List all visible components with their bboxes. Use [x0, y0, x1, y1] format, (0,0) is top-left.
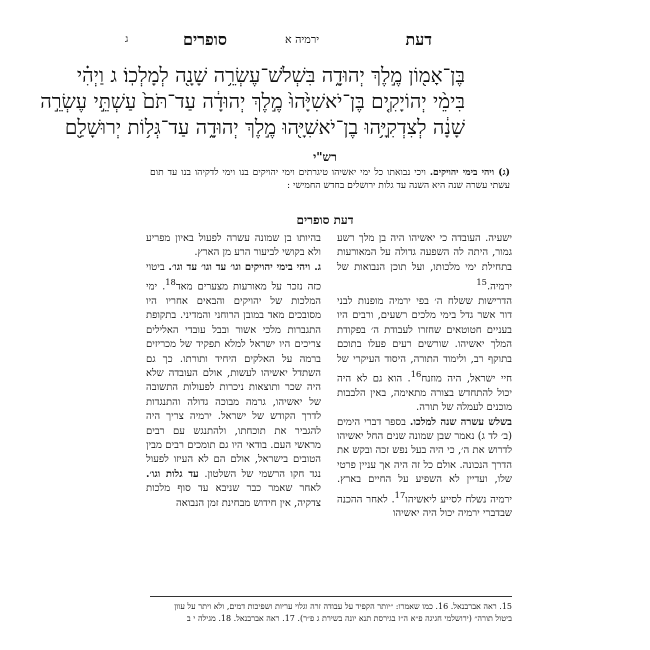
rashi-lead: (ג) ויהי בימי יהויקים.: [429, 167, 510, 178]
verse-line: בֶּן־אָמ֖וֹן מֶ֣לֶךְ יְהוּדָ֑ה בִּשְׁלֹשׁ־עֶשְׂרֵ֥ה שָׁנָ֖ה לְמָלְכֽוֹ׃ ג וַיְהִ֗י: [76, 63, 465, 87]
footnotes: [150, 601, 512, 624]
paragraph: ג. ויהי בימי יהויקים וגו׳ עד וגו׳ עד וגו׳. ביטוי כזה נזכר על מאורעות מצערים מאד$^{18}$. ימי המלכות של יהויקים והבאים אחריו היו מסובכים מאד במובן הרוחני והמדיני. בתקופת התגברות מלכי אשור ובבל עובדי האלילים צריכים היו ישראל למלא תפקיד של מכריזים ברמה על האלקים היחיד ותורתו. כך גם השתדל יאשיהו לעשות, אולם העובדה שלא היה שכר ותוצאות ניכרות לפעולות התשובה של יאשיהו, גרמה מבוכה גדולה והתנגדות לדרך הקודש של ישראל. ירמיה צריך היה להגביר את תוכחתו, ולהתנגש עם רבים מראשי העם. בודאי היו גם תומכים רבים מבין הטובים בישראל, אולם הם לא העיזו לפעול נגד חקו הרשמי של השלטון. עד גלות וגו׳. לאחר שאמר כבר שניבא עד סוף מלכות צדקיה, אין חידוש מבחינת זמן הנבואה: [146, 261, 321, 509]
footnote-divider: [150, 596, 512, 597]
verse-line: בִּימֵ֨י יְהוֹיָקִ֤ים בֶּן־יֹאשִׁיָּ֙הוּ֙ מֶ֣לֶךְ יְהוּדָ֔ה עַד־תֹּם֙ עַשְׁתֵּ֣י עֶשְׂרֵ֣ה: [40, 89, 465, 113]
running-header: [125, 30, 520, 52]
rashi-commentary: [150, 166, 510, 192]
commentary-column-right: [337, 232, 512, 522]
paragraph: בשלש עשרה שנה למלכו. בספר דברי הימים (ב׳ לד ג) נאמר שבן שמונה שנים החל יאשיהו לדרוש את ה׳, כי היה בעל נפש זכה ובקש את הדרך הנכונה. אולם כל זה היה אך עניין פרטי שלו, ועדיין לא השפיע על החיים בארץ. ירמיה נשלח לסייע ליאשיהו$^{17}$. לאחר ההכנה שבדברי ירמיה יכול היה יאשיהו: [337, 416, 512, 520]
footnote-ref: 18: [165, 277, 176, 288]
header-brand: סופרים: [183, 30, 227, 49]
paragraph: הדרישות ששלח ה׳ בפי ירמיה מופנות לבני דור אשר גדל בימי מלכים רשעים, ורבים היו בעניים חטוטאים שחזרו לעבודת ה׳ בפקודת המלך יאשיהו. שורשים רעים פעלו בתוכם בתוקף רב, ולימוד התורה, היסוד העיקרי של חיי ישראל, היה מוזנח$^{16}$. הוא גם לא היה יכול להתחדש בצורה מתאימה, באין הלבבות מוכנים לעמלה של תורה.: [337, 295, 512, 414]
footnote-ref: 15: [476, 277, 487, 288]
verse-line: שָׁנָ֔ה לְצִדְקִיָּ֥הוּ בֶן־יֹאשִׁיָּ֖הוּ מֶ֣לֶךְ יְהוּדָ֑ה עַד־גְּל֥וֹת יְרוּשָׁלַ֖͏ִם: [64, 115, 465, 139]
lemma: ג. ויהי בימי יהויקים וגו׳ עד וגו׳ עד וגו׳.: [168, 261, 321, 273]
footnote-ref: 17: [394, 489, 406, 500]
page-number: ג: [125, 34, 129, 45]
lemma: בשלש עשרה שנה למלכו.: [409, 416, 512, 428]
daat-soferim-heading: דעת סופרים: [296, 213, 354, 227]
commentary-column-left: [146, 232, 321, 511]
header-title: דעת: [405, 30, 432, 49]
rashi-body: ויכי נבואתו כל ימי יאשיהו טיגרתים וימי יהויקים בנו וימי לדקיהו בנו עד תום עשתי עשרה שנה היא השנה עד גלות ירושלים בחדש החמישי :: [150, 167, 510, 191]
footnote-line: ביטול תורה״ (ירושלמי חגיגה פ״א ה״ז בגירסת תנא יונה בשירת ג פ״ר). 17. ראה אברבנאל. 18. מגילה י ב: [186, 613, 512, 623]
footnote-ref: 16: [410, 368, 422, 379]
verse-text: [40, 62, 465, 140]
footnote-line: 15. ראה אברבנאל. 16. כמו שאמרו: ״יותר הקפיד על עבודה זרה וגלוי עריות ושפיכות דמים, ולא ויתר על עוון: [174, 602, 512, 611]
header-chapter: ירמיה א: [285, 33, 320, 46]
lemma: עד גלות וגו׳.: [146, 468, 205, 480]
rashi-heading: רש"י: [313, 150, 337, 164]
paragraph: ישעיה. העובדה כי יאשיהו היה בן מלך רשע גמור, היתה לה השפעה גדולה על המאורעות בתחילת ימי מלכותו, ועל תוכן הנבואות של ירמיה.$^{15}$: [337, 233, 512, 293]
paragraph: בהיותו בן שמונה עשרה לפעול באיון מפריע ולא בקושי לביעור הרע מן הארץ.: [146, 233, 321, 259]
